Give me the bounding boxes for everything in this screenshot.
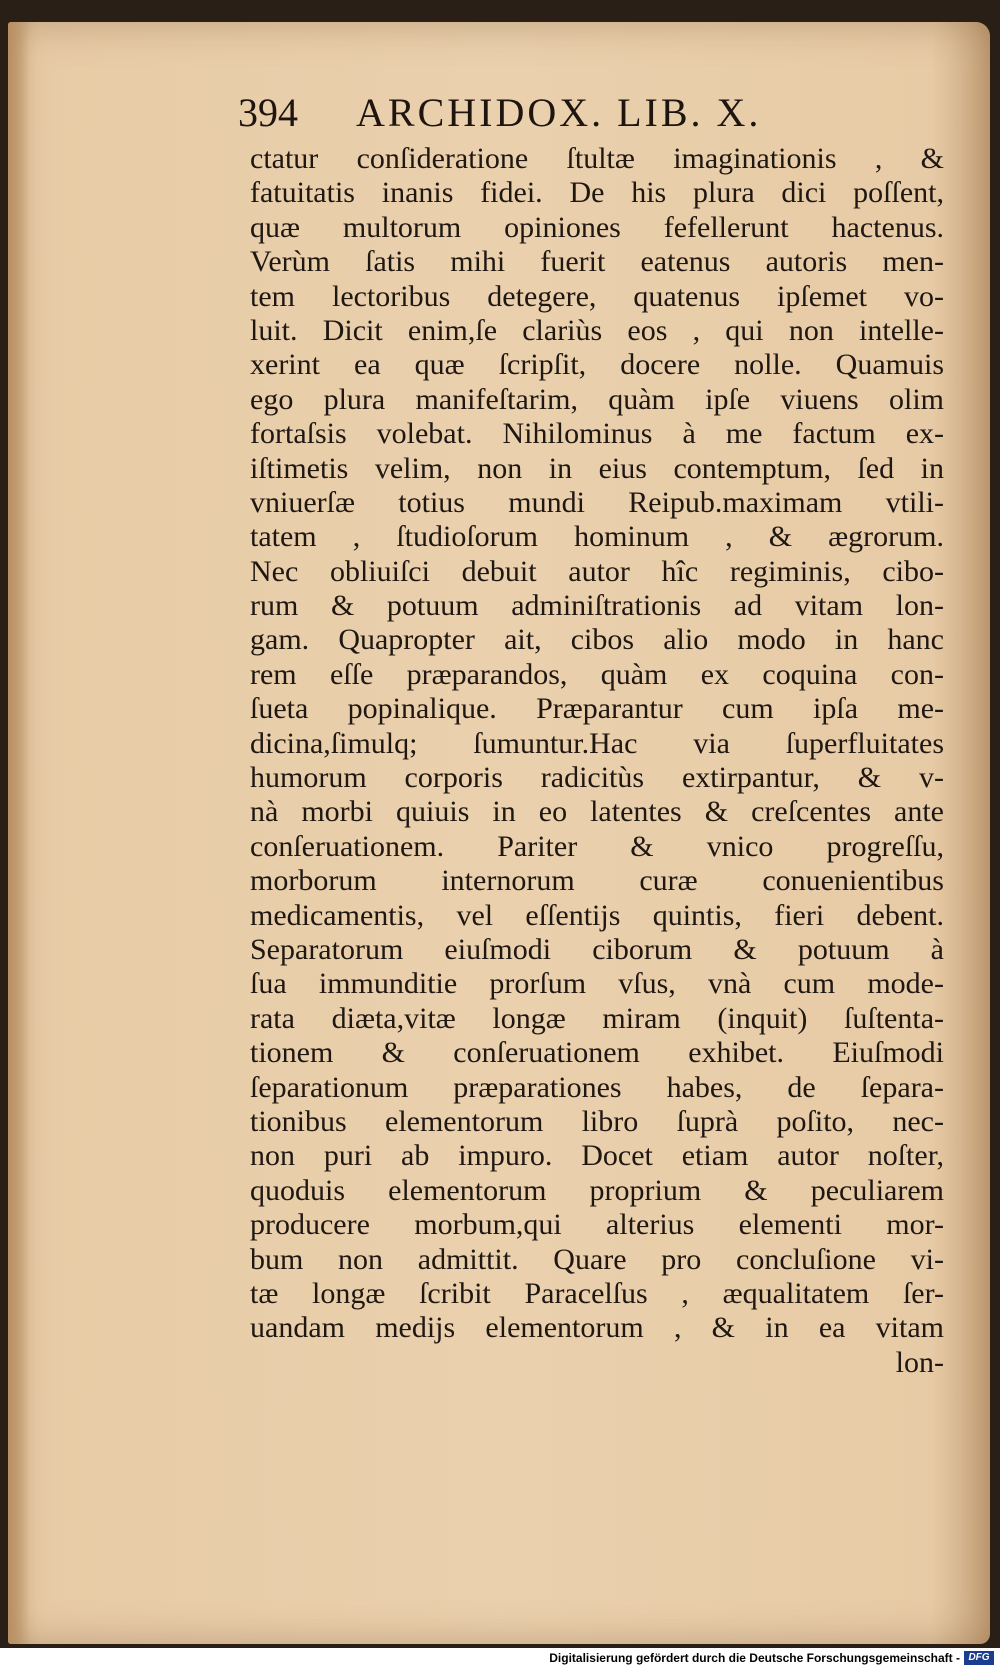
text-line: non puri ab impuro. Docet etiam autor noſter, (250, 1139, 944, 1173)
text-line: rata diæta,vitæ longæ miram (inquit) ſuſtenta- (250, 1001, 944, 1035)
footer-bar (0, 1648, 1000, 1669)
text-line: dicina,ſimulq; ſumuntur.Hac via ſuperfluitates (250, 726, 944, 760)
text-line: tionem & conſeruationem exhibet. Eiuſmodi (250, 1036, 944, 1070)
text-line: morborum internorum curæ conuenientibus (250, 864, 944, 898)
text-line: Separatorum eiuſmodi ciborum & potuum à (250, 932, 944, 966)
text-line: rem eſſe præparandos, quàm ex coquina con- (250, 657, 944, 691)
text-line: iſtimetis velim, non in eius contemptum, ſed in (250, 451, 944, 485)
text-line: Nec obliuiſci debuit autor hîc regiminis, cibo- (250, 554, 944, 588)
text-line: tæ longæ ſcribit Paracelſus , æqualitatem ſer- (250, 1276, 944, 1310)
text-line: luit. Dicit enim,ſe clariùs eos , qui non intelle- (250, 313, 944, 347)
dfg-logo: DFG (964, 1651, 994, 1665)
text-line: conſeruationem. Pariter & vnico progreſſu, (250, 829, 944, 863)
text-line: fortaſsis volebat. Nihilominus à me factum ex- (250, 417, 944, 451)
running-head-title: ARCHIDOX. LIB. X. (356, 90, 762, 135)
text-line: fatuitatis inanis fidei. De his plura dici poſſent, (250, 176, 944, 210)
text-line: humorum corporis radicitùs extirpantur, & v- (250, 761, 944, 795)
text-line: Verùm ſatis mihi fuerit eatenus autoris men- (250, 245, 944, 279)
text-line: ctatur conſideratione ſtultæ imaginationis , & (250, 142, 944, 175)
text-line: ſueta popinalique. Præparantur cum ipſa me- (250, 692, 944, 726)
catchword: lon- (895, 1345, 944, 1379)
text-line: bum non admittit. Quare pro concluſione vi- (250, 1242, 944, 1276)
text-line: vniuerſæ totius mundi Reipub.maximam vtili- (250, 485, 944, 519)
text-line: tatem , ſtudioſorum hominum , & ægrorum. (250, 520, 944, 554)
page-number: 394 (238, 90, 298, 135)
text-line: uandam medijs elementorum , & in ea vitam (250, 1311, 944, 1345)
text-line: xerint ea quæ ſcripſit, docere nolle. Quamuis (250, 348, 944, 382)
text-line: medicamentis, vel eſſentijs quintis, fieri debent. (250, 898, 944, 932)
digitization-credit: Digitalisierung gefördert durch die Deutsche Forschungsgemeinschaft - (549, 1651, 960, 1665)
text-line: rum & potuum adminiſtrationis ad vitam lon- (250, 589, 944, 623)
text-line: nà morbi quiuis in eo latentes & creſcentes ante (250, 795, 944, 829)
text-line: tem lectoribus detegere, quatenus ipſemet vo- (250, 279, 944, 313)
text-line: quoduis elementorum proprium & peculiarem (250, 1173, 944, 1207)
running-head (238, 88, 838, 138)
body-text (250, 142, 944, 1380)
page-spine-shadow (8, 22, 30, 1644)
text-line: quæ multorum opiniones fefellerunt hactenus. (250, 210, 944, 244)
text-line: tionibus elementorum libro ſuprà poſito, nec- (250, 1104, 944, 1138)
text-line: ſua immunditie prorſum vſus, vnà cum mode- (250, 967, 944, 1001)
text-line: producere morbum,qui alterius elementi mor- (250, 1208, 944, 1242)
text-line: ſeparationum præparationes habes, de ſepara- (250, 1070, 944, 1104)
text-line: ego plura manifeſtarim, quàm ipſe viuens olim (250, 382, 944, 416)
text-line: gam. Quapropter ait, cibos alio modo in hanc (250, 623, 944, 657)
